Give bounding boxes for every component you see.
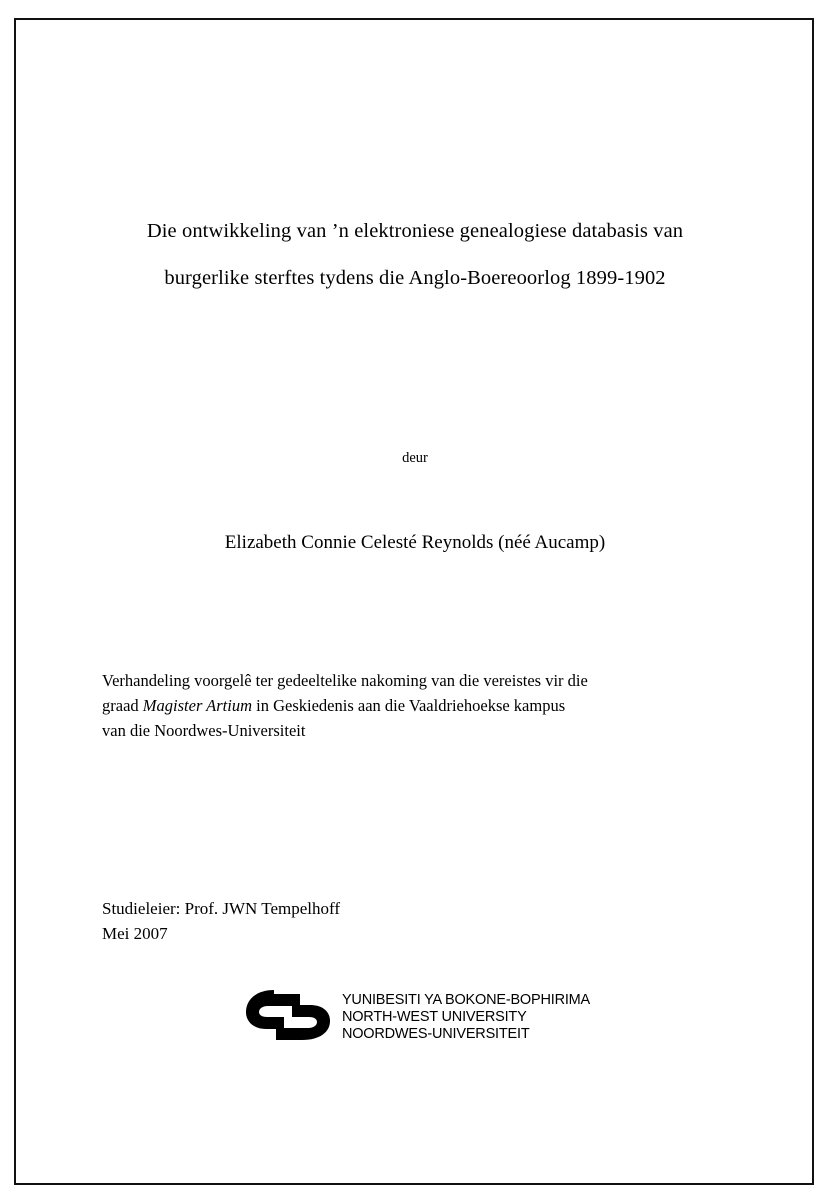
nwu-logo-icon [240,984,336,1050]
logo-wordmark [342,992,590,1043]
degree-name: Magister Artium [142,696,253,715]
statement-line-1: Verhandeling voorgelê ter gedeeltelike nakoming van die vereistes vir die [102,671,588,690]
title-page-content [90,18,740,1185]
logo-line-3: NOORDWES-UNIVERSITEIT [341,1025,530,1042]
supervisor-line: Studieleier: Prof. JWN Tempelhoff [102,899,341,918]
degree-statement [102,668,730,743]
statement-line-2-post: in Geskiedenis aan die Vaaldriehoekse kampus [252,696,566,715]
page-title [100,208,730,302]
logo-line-2: NORTH-WEST UNIVERSITY [341,1008,527,1025]
date-line: Mei 2007 [102,924,168,943]
statement-line-2-pre: graad [102,696,143,715]
logo-line-1: YUNIBESITI YA BOKONE-BOPHIRIMA [341,991,591,1008]
statement-line-3: van die Noordwes-Universiteit [102,721,306,740]
by-label: deur [402,450,428,466]
statement-line-2 [102,693,730,718]
university-logo [90,984,740,1050]
title-line-1: Die ontwikkeling van ’n elektroniese genealogiese databasis van [146,220,684,242]
author-name: Elizabeth Connie Celesté Reynolds (néé Aucamp) [224,532,606,553]
title-line-2: burgerlike sterftes tydens die Anglo-Boereoorlog 1899-1902 [164,267,666,289]
